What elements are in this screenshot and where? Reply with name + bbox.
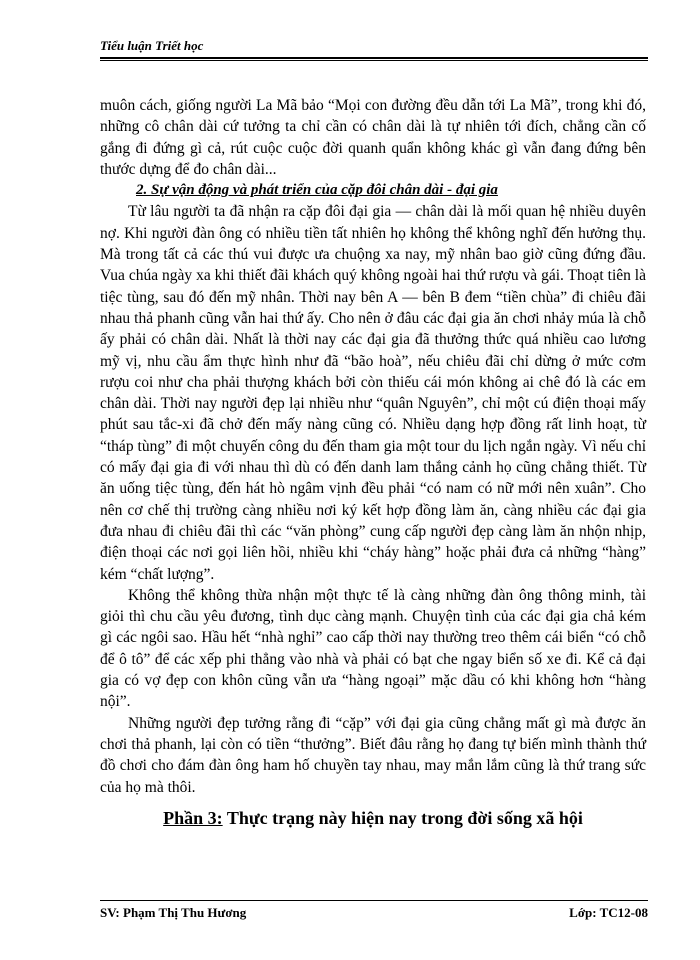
paragraph-couple-history: Từ lâu người ta đã nhận ra cặp đôi đại gia — chân dài là mối quan hệ nhiều duyên nợ. Khi người đàn ông có nhiều tiền tất nhiên họ không thể không nghĩ đến hưởng thụ. Mà trong tất cả các thú vui được ưa chuộng xa nay, mỹ nhân bao giờ cũng đứng đầu. Vua chúa ngày xa khi thiết đãi khách quý không ngoài hai thứ rượu và gái. Thoạt tiên là tiệc tùng, sau đó đến mỹ nhân. Thời nay bên A — bên B đem “tiền chùa” đi chiêu đãi nhau thả phanh cũng vẫn hai thứ ấy. Cho nên ở đâu các đại gia ăn chơi nhảy múa là chỗ ấy phải có chân dài. Nhất là thời nay các đại gia đã thưởng thức quá nhiều cao lương mỹ vị, nhu cầu ẩm thực hình như đã “bão hoà”, nếu chiêu đãi chỉ dừng ở mức cơm rượu coi như cha phải thượng khách bởi còn thiếu cái món không ai chê đó là các em chân dài. Thời nay người đẹp lại nhiều như “quân Nguyên”, chỉ một cú điện thoại mấy phút sau tắc-xi đã chở đến mấy nàng cũng có. Nhiều dạng hợp đồng rất linh hoạt, từ “tháp tùng” đi một chuyến công du đến tham gia một tour du lịch ngắn ngày. Vì nếu chỉ có mấy đại gia đi với nhau thì dù có đến danh lam thắng cảnh họ cũng chẳng thiết. Từ ăn uống tiệc tùng, đến hát hò ngâm vịnh đều phải “có nam có nữ mới nên xuân”. Cho nên cơ chế thị trường càng nhiều nơi ký kết hợp đồng làm ăn, càng nhiều các đại gia đưa nhau đi chiêu đãi thì các “văn phòng” cung cấp người đẹp càng làm ăn nhộn nhịp, điện thoại các nơi gọi liên hồi, nhiều khi “cháy hàng” hoặc phải đưa cả những “hàng” kém “chất lượng”. <box>100 203 646 583</box>
footer-divider <box>100 900 648 901</box>
footer-student-name: SV: Phạm Thị Thu Hương <box>100 905 247 920</box>
part-heading-text: Thực trạng này hiện nay trong đời sống xã hội <box>222 808 583 828</box>
page-header-title: Tiểu luận Triết học <box>100 38 204 53</box>
paragraph-beauties: Những người đẹp tưởng rằng đi “cặp” với đại gia cũng chẳng mất gì mà được ăn chơi thả phanh, lại còn có tiền “thưởng”. Biết đâu rằng họ đang tự biến mình thành thứ đồ chơi cho đám đàn ông ham hố chuyền tay nhau, may mắn lắm cũng là thứ trang sức của họ mà thôi. <box>100 714 646 796</box>
document-body <box>100 95 646 798</box>
footer-class: Lớp: TC12-08 <box>569 905 648 920</box>
part-heading <box>100 808 646 829</box>
paragraph-reality: Không thể không thừa nhận một thực tế là càng những đàn ông thông minh, tài giỏi thì chu cầu yêu đương, tình dục càng mạnh. Chuyện tình của các đại gia chả kém gì các ngôi sao. Hầu hết “nhà nghỉ” cao cấp thời nay thường treo thêm cái biển “có chỗ để ô tô” để các xếp phi thẳng vào nhà và phải có bạt che ngay biển số xe đi. Kể cả đại gia có vợ đẹp con khôn cũng vẫn ưa “hàng ngoại” mặc dầu có khi không hơn “hàng nội”. <box>100 586 646 711</box>
paragraph-continuation: muôn cách, giống người La Mã bảo “Mọi con đường đều dẫn tới La Mã”, trong khi đó, những cô chân dài cứ tưởng ta chỉ cần có chân dài là tự nhiên tới đích, chẳng cần cố gắng đi đứng gì cả, rút cuộc cuộc đời quanh quẩn không khác gì vẫn đang đứng bên thước dựng để đo chân dài... <box>100 97 646 178</box>
header-divider <box>100 57 648 61</box>
part-heading-label: Phần 3: <box>163 808 223 828</box>
section-subheading: 2. Sự vận động và phát triển của cặp đôi chân dài - đại gia <box>136 182 498 199</box>
